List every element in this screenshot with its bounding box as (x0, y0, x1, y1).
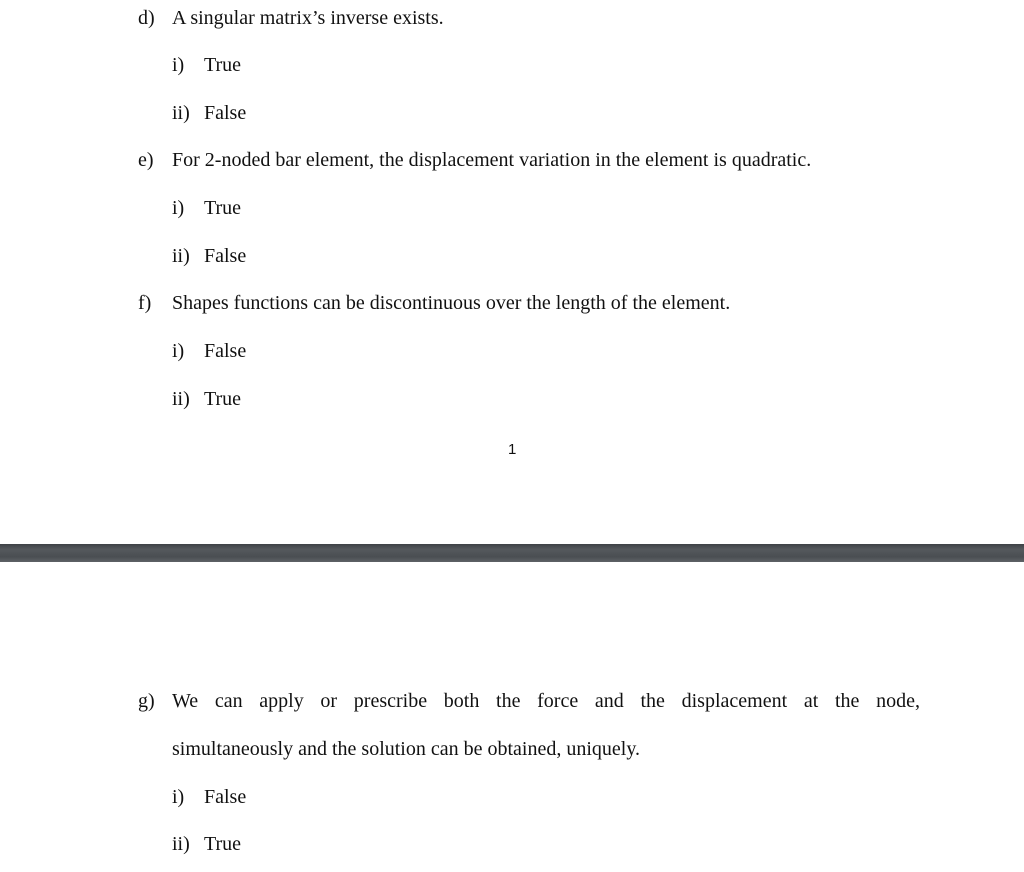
question-marker: g) (138, 690, 155, 712)
option-text: True (204, 197, 242, 219)
word: the (640, 690, 665, 712)
word: apply (259, 690, 304, 712)
word: node, (876, 690, 920, 712)
word: both (443, 690, 480, 712)
question-marker: f) (138, 292, 152, 314)
option-text: False (204, 340, 247, 362)
question-marker: e) (138, 149, 154, 171)
word: prescribe (353, 690, 428, 712)
word: at (803, 690, 819, 712)
question-text-line-2: simultaneously and the solution can be obtained, uniquely. (172, 738, 641, 760)
option-marker: ii) (172, 833, 190, 855)
option-marker: i) (172, 786, 185, 808)
word: can (214, 690, 243, 712)
page-number: 1 (508, 441, 517, 458)
option-text: False (204, 245, 247, 267)
question-text: Shapes functions can be discontinuous over the length of the element. (172, 292, 731, 314)
option-text: False (204, 786, 247, 808)
option-marker: i) (172, 340, 185, 362)
option-text: True (204, 833, 242, 855)
word: We (172, 690, 199, 712)
word: force (537, 690, 579, 712)
document-page-2 (0, 562, 1024, 872)
option-text: True (204, 388, 242, 410)
option-text: True (204, 54, 242, 76)
question-text-line-1 (172, 689, 920, 713)
option-marker: ii) (172, 388, 190, 410)
option-marker: ii) (172, 245, 190, 267)
word: the (834, 690, 860, 712)
question-text: For 2-noded bar element, the displacement variation in the element is quadratic. (172, 149, 812, 171)
word: and (594, 690, 624, 712)
option-text: False (204, 102, 247, 124)
question-text: A singular matrix’s inverse exists. (172, 7, 444, 29)
question-marker: d) (138, 7, 155, 29)
page-separator (0, 544, 1024, 562)
word: or (320, 690, 338, 712)
word: the (496, 690, 521, 712)
word: displacement (681, 690, 788, 712)
option-marker: ii) (172, 102, 190, 124)
option-marker: i) (172, 197, 185, 219)
option-marker: i) (172, 54, 185, 76)
